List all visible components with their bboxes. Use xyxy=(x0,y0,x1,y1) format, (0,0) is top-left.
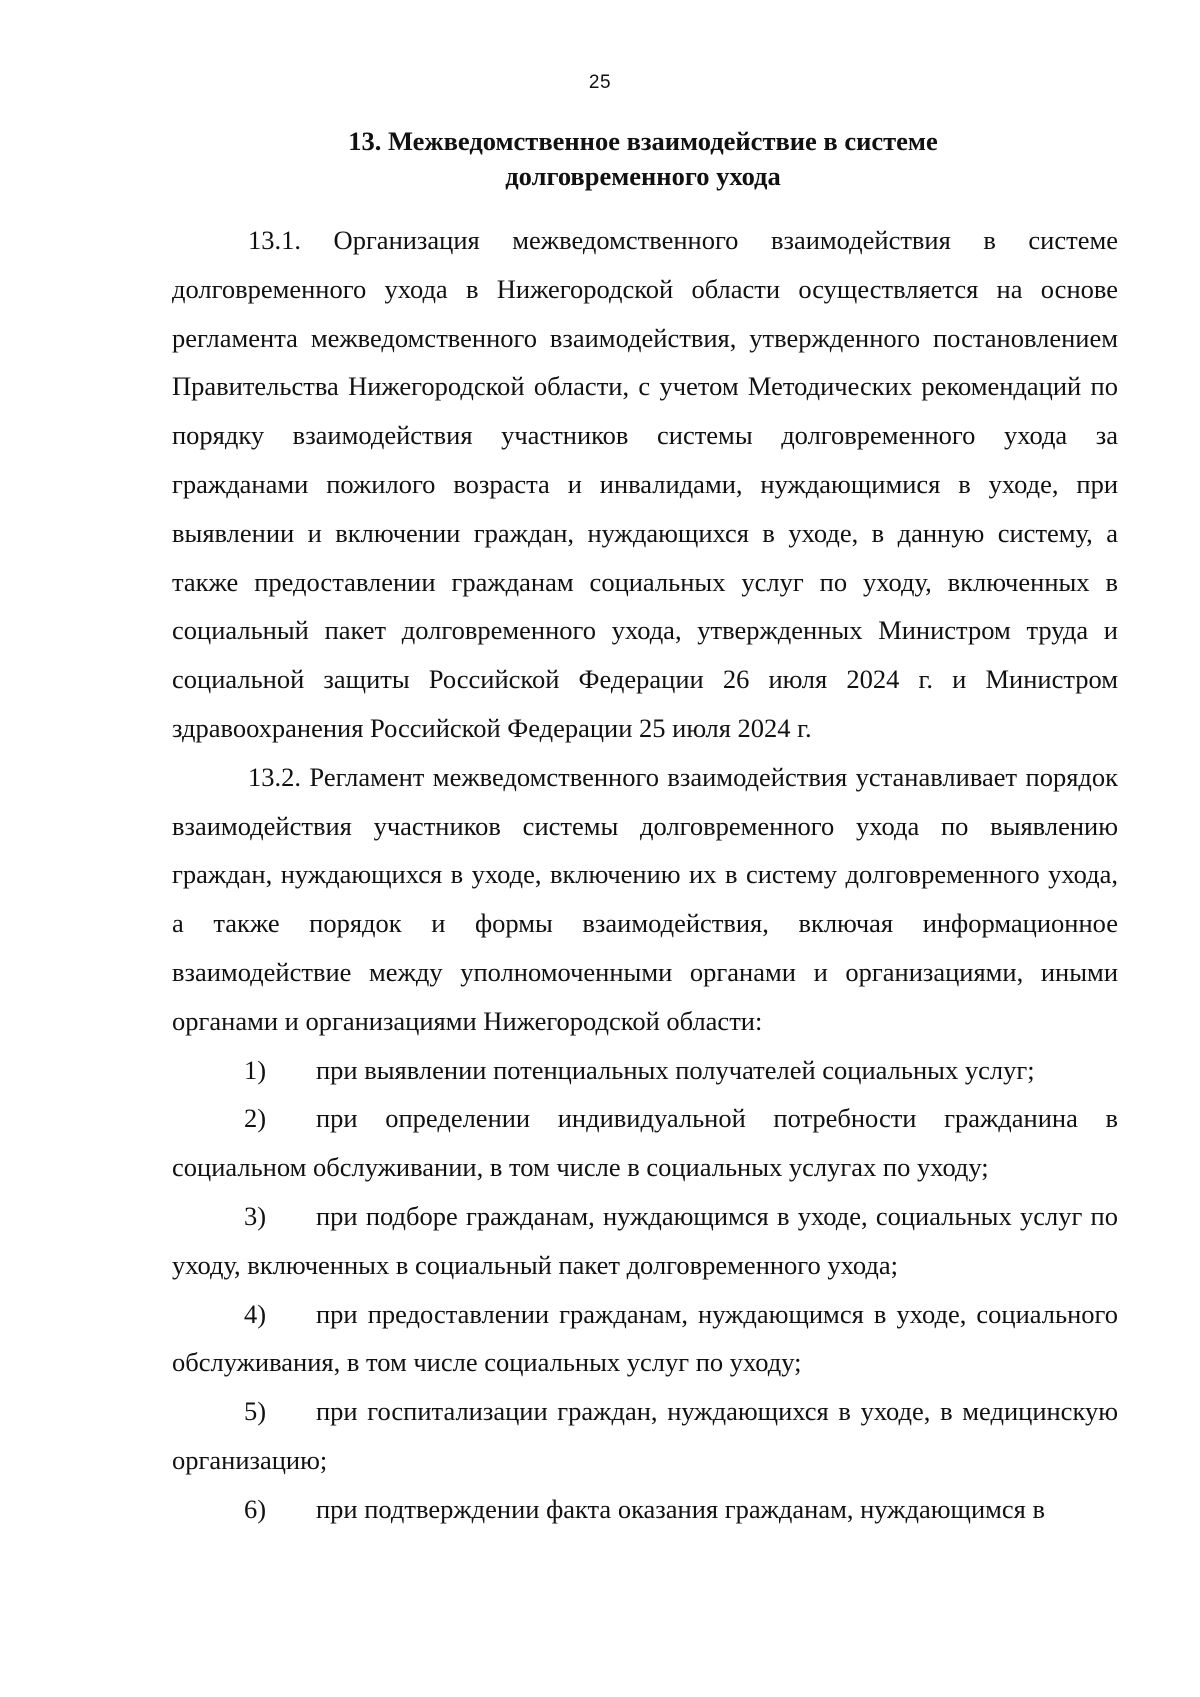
list-item-text: при подтверждении факта оказания гражданам, нуждающимся в xyxy=(316,1493,1045,1524)
list-item-text: при госпитализации граждан, нуждающихся в уходе, в медицинскую организацию; xyxy=(172,1396,1118,1475)
section-heading-line-1: 13. Межведомственное взаимодействие в системе xyxy=(348,126,938,156)
list-item-number: 1) xyxy=(244,1054,267,1085)
list-item xyxy=(172,1290,1118,1388)
document-body xyxy=(172,216,1118,1534)
list-item-text: при подборе гражданам, нуждающимся в уходе, социальных услуг по уходу, включенных в социальный пакет долговременного ухода; xyxy=(172,1200,1118,1280)
list-item-number: 2) xyxy=(244,1103,267,1134)
section-heading xyxy=(0,124,1200,194)
list-item-number: 4) xyxy=(244,1298,267,1329)
list-item xyxy=(172,1046,1118,1095)
paragraph-13-1: 13.1. Организация межведомственного взаимодействия в системе долговременного ухода в Нижегородской области осуществляется на основе регламента межведомственного взаимодействия, утвержденного постановлением Правительства Нижегородской области, с учетом Методических рекомендаций по порядку взаимодействия участников системы долговременного ухода за гражданами пожилого возраста и инвалидами, нуждающимися в уходе, при выявлении и включении граждан, нуждающихся в уходе, в данную систему, а также предоставлении гражданам социальных услуг по уходу, включенных в социальный пакет долговременного ухода, утвержденных Министром труда и социальной защиты Российской Федерации 26 июля 2024 г. и Министром здравоохранения Российской Федерации 25 июля 2024 г. xyxy=(172,225,1118,743)
list-item-number: 6) xyxy=(244,1493,267,1524)
section-heading-line-2: долговременного ухода xyxy=(505,161,781,191)
list-item xyxy=(172,1387,1118,1485)
list-item-number: 5) xyxy=(244,1396,267,1427)
list-item-text: при предоставлении гражданам, нуждающимся в уходе, социального обслуживания, в том числе социальных услуг по уходу; xyxy=(172,1298,1118,1378)
list-item-number: 3) xyxy=(244,1200,267,1231)
list-item xyxy=(172,1192,1118,1290)
list-item-text: при выявлении потенциальных получателей социальных услуг; xyxy=(316,1054,1035,1085)
list-item-text: при определении индивидуальной потребности гражданина в социальном обслуживании, в том числе в социальных услугах по уходу; xyxy=(172,1103,1118,1183)
list-item xyxy=(172,1485,1118,1534)
paragraph-13-2: 13.2. Регламент межведомственного взаимодействия устанавливает порядок взаимодействия участников системы долговременного ухода по выявлению граждан, нуждающихся в уходе, включению их в систему долговременного ухода, а также порядок и формы взаимодействия, включая информационное взаимодействие между уполномоченными органами и организациями, иными органами и организациями Нижегородской области: xyxy=(172,761,1118,1036)
list-item xyxy=(172,1094,1118,1192)
page-number: 25 xyxy=(588,72,612,93)
